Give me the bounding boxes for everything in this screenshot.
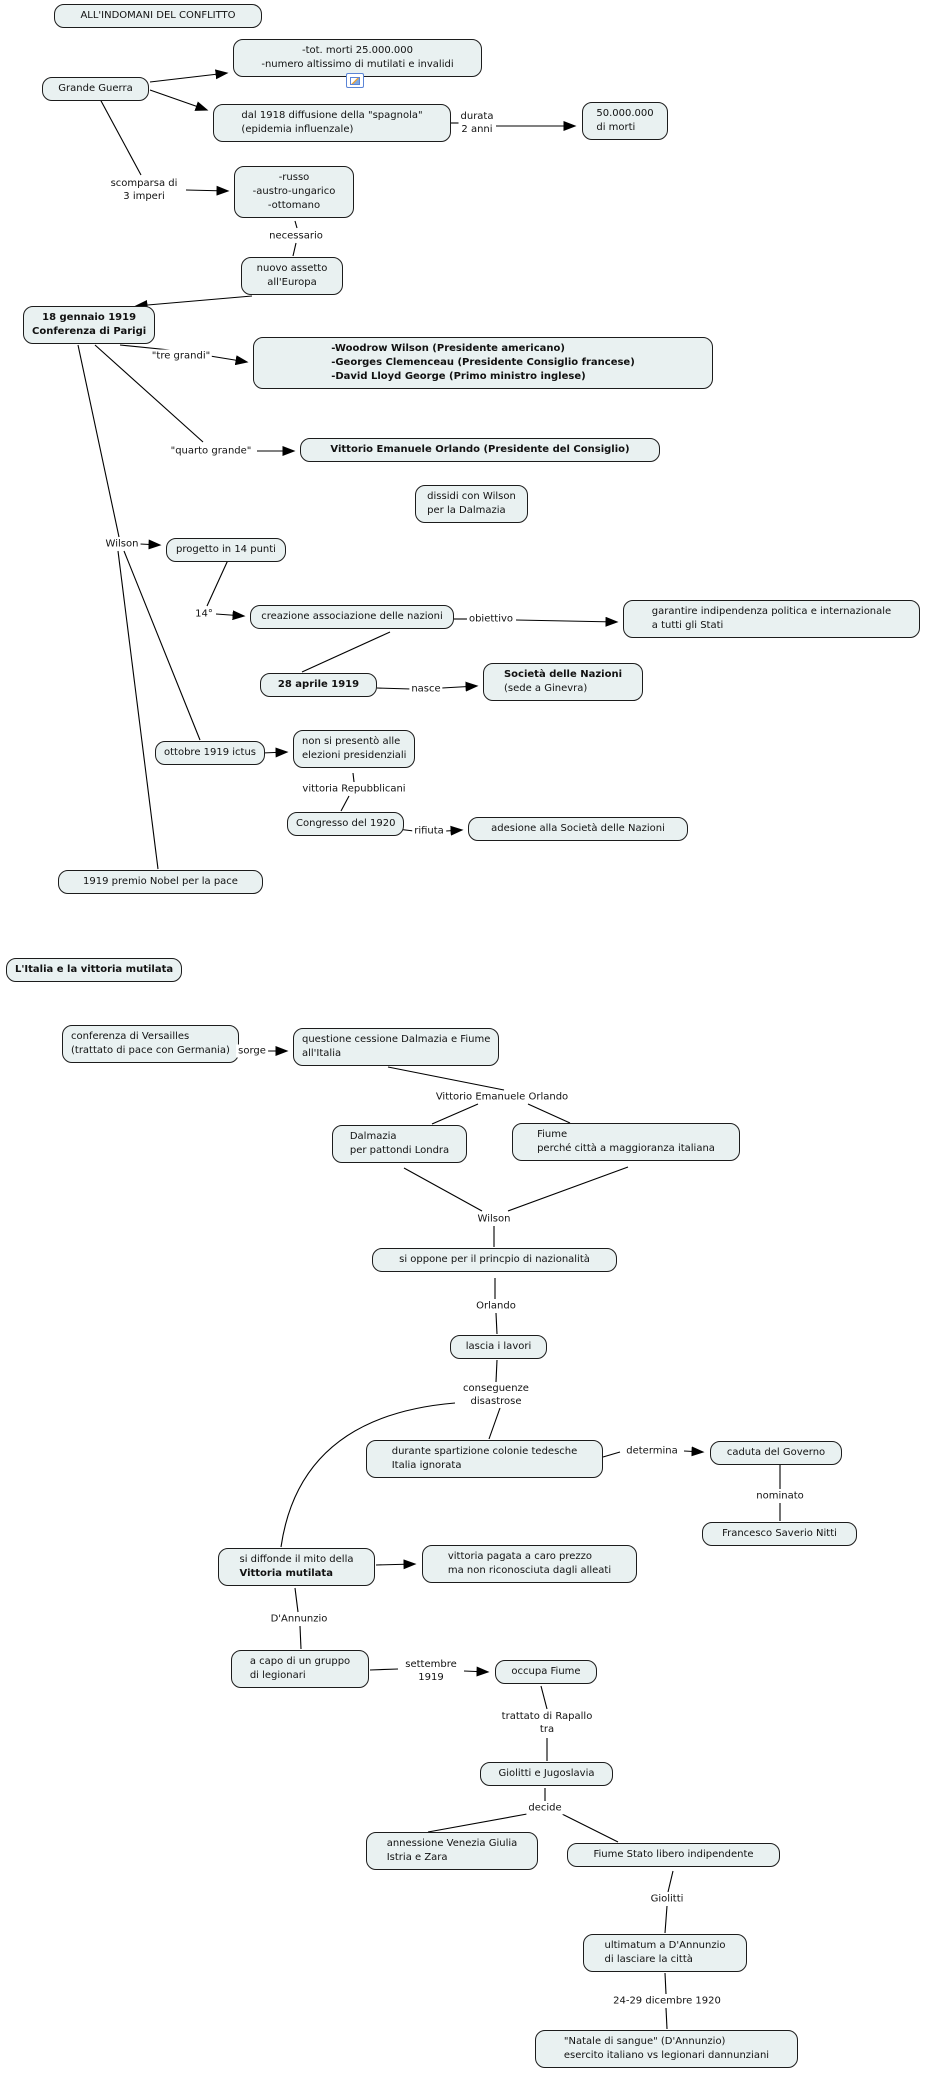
node-line: garantire indipendenza politica e internazionale (651, 606, 892, 617)
edge-line-17 (207, 560, 228, 606)
node-text-spartizione (392, 1445, 578, 1473)
node-mito-vittoria-mutilata[interactable] (218, 1548, 375, 1586)
node-societa-nazioni[interactable] (483, 663, 643, 701)
node-line: nuovo assetto (256, 263, 328, 274)
edge-line-16 (118, 551, 158, 869)
node-line: 28 aprile 1919 (277, 679, 360, 690)
link-label-line: decide (528, 1802, 562, 1814)
link-label-dicembre-1920[interactable] (611, 1995, 723, 2008)
edge-line-33 (528, 1104, 570, 1123)
node-text-mito-vittoria-mutilata (240, 1553, 354, 1581)
node-line: questione cessione Dalmazia e Fiume (302, 1034, 491, 1045)
link-label-sorge[interactable] (236, 1045, 268, 1058)
node-text-capo-legionari (250, 1655, 350, 1683)
node-line: -David Lloyd George (Primo ministro inglese) (331, 371, 586, 382)
node-non-si-presento[interactable] (293, 730, 415, 768)
node-line: -Woodrow Wilson (Presidente americano) (331, 343, 565, 354)
node-text-lascia-lavori (466, 1340, 532, 1354)
node-text-fiume-stato-libero (593, 1848, 753, 1862)
node-fiume-stato-libero[interactable] (567, 1843, 780, 1867)
node-line: vittoria pagata a caro prezzo (447, 1551, 593, 1562)
edge-line-25 (353, 773, 354, 782)
edge-line-15 (124, 551, 200, 740)
node-line: ottobre 1919 ictus (164, 747, 257, 758)
edge-line-21 (516, 620, 617, 622)
node-orlando-box[interactable] (300, 438, 660, 462)
node-line: Grande Guerra (58, 83, 133, 94)
node-line: Italia ignorata (391, 1460, 462, 1471)
link-label-line: nasce (411, 683, 441, 695)
link-label-line: trattato di Rapallo (501, 1711, 593, 1722)
link-label-necessario[interactable] (267, 230, 325, 243)
node-text-vittoria-pagata (448, 1550, 611, 1578)
node-line: Congresso del 1920 (296, 818, 396, 829)
node-caduta-governo[interactable] (710, 1441, 842, 1465)
edge-line-32 (432, 1104, 478, 1124)
node-line: occupa Fiume (511, 1666, 581, 1677)
link-label-line: obiettivo (468, 613, 514, 625)
node-line: per la Dalmazia (427, 505, 506, 516)
node-line: -tot. morti 25.000.000 (301, 45, 413, 56)
link-label-line: 24-29 dicembre 1920 (613, 1995, 721, 2007)
node-giolitti-jugoslavia[interactable] (480, 1762, 613, 1786)
link-label-line: disastrose (470, 1396, 522, 1407)
node-title-vittoria-mutilata[interactable] (6, 958, 182, 982)
node-nitti[interactable] (702, 1522, 857, 1546)
node-text-ictus (164, 746, 256, 760)
node-line: 50.000.000 (596, 108, 654, 119)
node-grande-guerra[interactable] (42, 77, 149, 101)
node-line: (epidemia influenzale) (241, 124, 354, 135)
node-annessione[interactable] (366, 1832, 538, 1870)
node-capo-legionari[interactable] (231, 1650, 369, 1688)
node-text-si-oppone (399, 1253, 590, 1267)
node-line: elezioni presidenziali (302, 750, 407, 761)
link-label-line: Wilson (105, 538, 139, 550)
link-label-line: 1919 (418, 1672, 444, 1683)
link-label-nominato[interactable] (754, 1490, 805, 1503)
edge-line-22 (377, 688, 411, 689)
node-line: -russo (278, 172, 310, 183)
link-label-line: vittoria Repubblicani (302, 783, 406, 795)
node-text-tre-imperi (253, 171, 336, 213)
node-line: creazione associazione delle nazioni (261, 611, 443, 622)
node-text-congresso-1920 (296, 817, 395, 831)
node-line: Fiume (537, 1129, 568, 1140)
node-fiume[interactable] (512, 1123, 740, 1161)
node-line: L'Italia e la vittoria mutilata (15, 964, 174, 975)
link-label-quarto-grande[interactable] (169, 445, 254, 458)
edge-line-1 (150, 90, 207, 110)
node-line: 18 gennaio 1919 (42, 312, 137, 323)
edge-line-23 (442, 686, 477, 688)
link-label-line: tra (539, 1724, 555, 1735)
edge-line-51 (541, 1686, 547, 1709)
node-line: ultimatum a D'Annunzio (604, 1940, 726, 1951)
link-label-scomparsa[interactable] (109, 177, 180, 203)
link-label-tre-grandi[interactable] (150, 350, 212, 363)
edge-line-46 (376, 1564, 415, 1565)
node-line: per pattondi Londra (349, 1145, 450, 1156)
node-text-fiume (537, 1128, 715, 1156)
edge-line-50 (464, 1671, 488, 1672)
node-creazione-associazione[interactable] (250, 605, 454, 629)
node-tre-imperi[interactable] (234, 166, 354, 218)
node-text-creazione-associazione (261, 610, 442, 624)
link-label-wilson-1[interactable] (104, 538, 141, 551)
node-line: Istria e Zara (386, 1852, 448, 1863)
link-label-trattato-rapallo[interactable] (500, 1710, 595, 1736)
node-line: Conferenza di Parigi (32, 326, 147, 337)
edge-line-14 (140, 544, 160, 545)
link-label-nasce[interactable] (409, 683, 442, 696)
link-label-settembre-1919[interactable] (403, 1658, 459, 1684)
edge-line-55 (562, 1814, 618, 1842)
node-line: all'Italia (302, 1048, 342, 1059)
edge-line-47 (295, 1588, 298, 1612)
edge-line-58 (665, 1973, 666, 1994)
node-ictus[interactable] (155, 741, 265, 765)
node-text-non-si-presento (302, 735, 406, 763)
node-nuovo-assetto[interactable] (241, 257, 343, 295)
node-line: (trattato di pace con Germania) (71, 1045, 230, 1056)
node-line: conferenza di Versailles (71, 1031, 190, 1042)
node-dalmazia[interactable] (332, 1125, 467, 1163)
edge-line-19 (302, 632, 390, 672)
link-label-line: Wilson (477, 1213, 511, 1225)
node-line: durante spartizione colonie tedesche (391, 1446, 578, 1457)
node-text-dalmazia (350, 1130, 449, 1158)
link-label-line: settembre (405, 1659, 457, 1670)
edge-line-18 (216, 614, 244, 616)
node-line: annessione Venezia Giulia (386, 1838, 518, 1849)
node-spartizione[interactable] (366, 1440, 603, 1478)
node-text-questione-cessione (302, 1033, 490, 1061)
node-line: ma non riconosciuta dagli alleati (447, 1565, 612, 1576)
node-text-versailles (71, 1030, 230, 1058)
node-garantire[interactable] (623, 600, 920, 638)
link-label-line: Orlando (476, 1300, 516, 1312)
node-line: esercito italiano vs legionari dannunziani (563, 2050, 770, 2061)
node-line: a tutti gli Stati (651, 620, 724, 631)
node-text-giolitti-jugoslavia (498, 1767, 594, 1781)
node-line: dal 1918 diffusione della "spagnola" (241, 110, 423, 121)
node-conferenza-parigi[interactable] (23, 306, 155, 344)
edge-line-57 (665, 1906, 667, 1933)
link-label-line: Giolitti (650, 1893, 684, 1905)
node-text-title-conflitto (80, 9, 235, 23)
node-line: perché città a maggioranza italiana (537, 1143, 715, 1154)
node-line: all'Europa (267, 277, 317, 288)
node-natale-di-sangue[interactable] (535, 2030, 798, 2068)
node-text-premio-nobel (83, 875, 238, 889)
edge-line-43 (684, 1451, 703, 1452)
node-line: di legionari (249, 1670, 306, 1681)
node-text-progetto-14-punti (176, 543, 276, 557)
node-dissidi[interactable] (415, 485, 528, 523)
link-label-rifiuta[interactable] (412, 825, 446, 838)
node-text-ultimatum (605, 1939, 726, 1967)
node-line: di lasciare la città (604, 1954, 693, 1965)
node-text-tre-grandi-box (331, 342, 635, 384)
node-line: si diffonde il mito della (239, 1554, 354, 1565)
edge-line-3 (186, 190, 228, 191)
edge-line-49 (370, 1669, 398, 1670)
link-label-line: nominato (756, 1490, 804, 1502)
node-text-occupa-fiume (511, 1665, 580, 1679)
edge-line-40 (489, 1408, 500, 1439)
node-text-caduta-governo (727, 1446, 825, 1460)
node-text-conferenza-parigi (32, 311, 146, 339)
link-label-line: determina (626, 1445, 678, 1457)
node-line: Francesco Saverio Nitti (722, 1528, 837, 1539)
resource-thumbnail (350, 77, 360, 85)
edge-line-0 (150, 73, 227, 82)
node-line: Vittoria mutilata (239, 1568, 333, 1579)
node-tot-morti[interactable] (233, 39, 482, 77)
link-label-line: "quarto grande" (170, 445, 252, 457)
edge-line-8 (136, 296, 252, 306)
node-line: ALL'INDOMANI DEL CONFLITTO (80, 10, 236, 21)
node-text-tot-morti (261, 44, 453, 72)
edge-line-38 (496, 1313, 497, 1334)
node-text-title-vittoria-mutilata (15, 963, 173, 977)
node-line: Società delle Nazioni (503, 669, 623, 680)
node-text-aprile-1919 (278, 678, 359, 692)
node-line: non si presentò alle (302, 736, 401, 747)
node-questione-cessione[interactable] (293, 1028, 499, 1066)
node-spagnola[interactable] (213, 104, 451, 142)
link-label-orlando[interactable] (474, 1300, 518, 1313)
node-progetto-14-punti[interactable] (166, 538, 286, 562)
link-label-line: 2 anni (461, 124, 493, 135)
resource-icon[interactable] (346, 73, 364, 88)
link-label-line: 3 imperi (123, 191, 165, 202)
node-occupa-fiume[interactable] (495, 1660, 597, 1684)
edge-line-42 (603, 1452, 620, 1457)
link-label-giolitti[interactable] (649, 1893, 686, 1906)
link-label-line: conseguenze (463, 1383, 529, 1394)
node-ultimatum[interactable] (583, 1934, 747, 1972)
node-line: dissidi con Wilson (427, 491, 516, 502)
node-line: adesione alla Società delle Nazioni (491, 823, 665, 834)
link-label-vittorio-emanuele-orlando[interactable] (434, 1091, 570, 1104)
link-label-quattordicesimo[interactable] (193, 608, 215, 621)
node-line: Fiume Stato libero indipendente (593, 1849, 754, 1860)
link-label-line: rifiuta (414, 825, 444, 837)
link-label-line: sorge (238, 1045, 266, 1057)
node-text-nitti (722, 1527, 837, 1541)
node-text-dissidi (427, 490, 516, 518)
link-label-line: "tre grandi" (151, 350, 211, 362)
node-line: caduta del Governo (726, 1447, 826, 1458)
edge-line-31 (388, 1067, 504, 1090)
link-label-conseguenze-disastrose[interactable] (461, 1382, 531, 1408)
node-line: 1919 premio Nobel per la pace (83, 876, 238, 887)
node-versailles[interactable] (62, 1025, 239, 1063)
edge-line-39 (496, 1360, 497, 1382)
node-tre-grandi-box[interactable] (253, 337, 713, 389)
link-label-vittoria-repubblicani[interactable] (300, 783, 407, 796)
edge-line-28 (446, 830, 462, 831)
node-line: "Natale di sangue" (D'Annunzio) (563, 2036, 726, 2047)
edge-line-13 (78, 345, 119, 537)
edge-line-48 (300, 1626, 301, 1649)
node-line: progetto in 14 punti (176, 544, 276, 555)
link-label-line: necessario (269, 230, 323, 242)
node-line: Giolitti e Jugoslavia (498, 1768, 595, 1779)
node-adesione[interactable] (468, 817, 688, 841)
node-title-conflitto[interactable] (54, 4, 262, 28)
node-line: lascia i lavori (465, 1341, 532, 1352)
edge-line-6 (295, 221, 297, 228)
link-label-line: scomparsa di (110, 178, 178, 189)
link-label-line: durata (460, 111, 494, 122)
edge-line-2 (100, 99, 141, 175)
node-line: si oppone per il princpio di nazionalità (399, 1254, 590, 1265)
node-line: -ottomano (267, 200, 321, 211)
node-lascia-lavori[interactable] (450, 1335, 547, 1359)
link-label-line: Vittorio Emanuele Orlando (435, 1091, 569, 1103)
node-aprile-1919[interactable] (260, 673, 377, 697)
edge-line-34 (404, 1168, 482, 1211)
node-text-adesione (491, 822, 665, 836)
node-vittoria-pagata[interactable] (422, 1545, 637, 1583)
edge-line-54 (428, 1814, 527, 1832)
node-line: -numero altissimo di mutilati e invalidi (261, 59, 454, 70)
node-text-spagnola (241, 109, 422, 137)
link-label-durata[interactable] (459, 110, 496, 136)
node-line: di morti (596, 122, 636, 133)
node-text-garantire (652, 605, 891, 633)
node-line: (sede a Ginevra) (503, 683, 588, 694)
node-line: Vittorio Emanuele Orlando (Presidente del Consiglio) (330, 444, 630, 455)
link-label-line: 14° (195, 608, 213, 620)
node-text-annessione (387, 1837, 518, 1865)
node-line: a capo di un gruppo (249, 1656, 351, 1667)
node-text-orlando-box (330, 443, 629, 457)
link-label-obiettivo[interactable] (467, 613, 515, 626)
node-premio-nobel[interactable] (58, 870, 263, 894)
edge-line-7 (293, 243, 296, 256)
node-morti-50[interactable] (582, 102, 668, 140)
node-line: -austro-ungarico (252, 186, 336, 197)
edge-line-10 (210, 356, 247, 362)
node-si-oppone[interactable] (372, 1248, 617, 1272)
node-text-natale-di-sangue (564, 2035, 769, 2063)
link-label-dannunzio[interactable] (269, 1613, 330, 1626)
edge-line-56 (668, 1871, 673, 1892)
link-label-line: D'Annunzio (270, 1613, 328, 1625)
node-text-nuovo-assetto (257, 262, 328, 290)
link-label-decide[interactable] (526, 1802, 563, 1815)
edge-line-26 (341, 796, 349, 811)
edge-line-35 (508, 1167, 628, 1211)
node-line: Dalmazia (349, 1131, 397, 1142)
node-text-morti-50 (596, 107, 653, 135)
link-label-determina[interactable] (624, 1445, 680, 1458)
edge-line-59 (666, 2008, 667, 2029)
edge-line-24 (262, 752, 287, 753)
node-text-grande-guerra (58, 82, 132, 96)
node-text-societa-nazioni (504, 668, 622, 696)
link-label-wilson-2[interactable] (476, 1213, 513, 1226)
node-line: -Georges Clemenceau (Presidente Consiglio francese) (331, 357, 635, 368)
node-congresso-1920[interactable] (287, 812, 404, 836)
